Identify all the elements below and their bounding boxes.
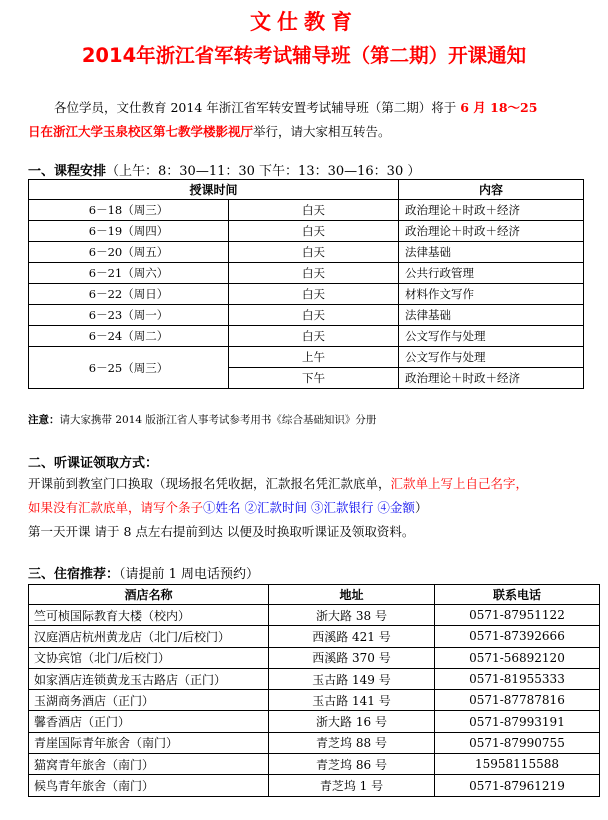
schedule-row [29,221,584,242]
schedule-period: 白天 [229,200,399,221]
schedule-row [29,200,584,221]
hotel-phone: 0571-81955333 [435,668,600,689]
hotel-col-address: 地址 [269,585,435,605]
hotel-address: 浙大路 38 号 [269,605,435,626]
hotel-name: 候鸟青年旅舍（南门） [29,775,269,796]
org-title: 文仕教育 [250,10,358,34]
hotel-name: 竺可桢国际教育大楼（校内） [29,605,269,626]
lodging-sub: （请提前 1 周电话预约） [119,567,260,582]
schedule-period: 上午 [229,347,399,368]
hotel-name: 文协宾馆（北门/后校门） [29,647,269,668]
schedule-content: 材料作文写作 [399,284,584,305]
schedule-times: （上午：8：30—11：30 下午：13：30—16：30 ） [106,164,421,179]
hotel-name: 玉湖商务酒店（正门） [29,690,269,711]
schedule-content: 法律基础 [399,305,584,326]
hotel-address: 玉古路 141 号 [269,690,435,711]
schedule-content: 公文写作与处理 [399,347,584,368]
schedule-row [29,326,584,347]
schedule-date: 6－19（周四） [29,221,229,242]
schedule-row [29,347,584,368]
hotel-phone: 15958115588 [435,754,600,775]
intro-paragraph [28,96,588,144]
schedule-period: 白天 [229,263,399,284]
hotel-address: 浙大路 16 号 [269,711,435,732]
hotel-phone: 0571-87961219 [435,775,600,796]
intro-date-tail: 日 [28,124,41,139]
hotel-row [29,711,600,732]
note-label: 注意： [28,414,60,426]
schedule-note [28,412,376,427]
pass-heading-line [28,452,158,471]
hotel-row [29,626,600,647]
intro-date-range: 6 月 18～25 [460,100,538,115]
hotel-row [29,775,600,796]
hotel-row [29,605,600,626]
schedule-row [29,284,584,305]
schedule-col-content: 内容 [399,180,584,200]
pass-text-1b: 汇款单上写上自己名字， [390,476,529,491]
schedule-content: 公文写作与处理 [399,326,584,347]
schedule-date: 6－25（周三） [29,347,229,389]
intro-location: 在浙江大学玉泉校区第七教学楼影视厅 [40,124,254,139]
hotel-phone: 0571-87787816 [435,690,600,711]
schedule-content: 政治理论＋时政＋经济 [399,200,584,221]
schedule-row [29,242,584,263]
schedule-heading: 一、课程安排 [28,164,107,179]
schedule-period: 白天 [229,221,399,242]
schedule-date: 6－23（周一） [29,305,229,326]
pass-text-2c: ） [414,500,428,515]
schedule-date: 6－21（周六） [29,263,229,284]
schedule-row [29,305,584,326]
hotel-col-name: 酒店名称 [29,585,269,605]
schedule-heading-line [28,160,420,179]
pass-text-2a: 如果没有汇款底单，请写个条子 [28,500,204,515]
hotel-row [29,690,600,711]
hotel-address: 玉古路 149 号 [269,668,435,689]
pass-line-2 [28,498,427,516]
schedule-period: 白天 [229,326,399,347]
note-text: 请大家携带 2014 版浙江省人事考试参考用书《综合基础知识》分册 [59,414,377,426]
hotel-col-phone: 联系电话 [435,585,600,605]
hotel-name: 青崖国际青年旅舍（南门） [29,732,269,753]
schedule-date: 6－18（周三） [29,200,229,221]
hotel-name: 如家酒店连锁黄龙玉古路店（正门） [29,668,269,689]
pass-line-1 [28,474,528,492]
pass-heading: 二、听课证领取方式： [28,456,159,471]
hotel-name: 猫窝青年旅舍（南门） [29,754,269,775]
schedule-period: 白天 [229,242,399,263]
hotel-header-row [29,585,600,605]
schedule-content: 政治理论＋时政＋经济 [399,368,584,389]
hotel-phone: 0571-87392666 [435,626,600,647]
schedule-date: 6－24（周二） [29,326,229,347]
schedule-content: 公共行政管理 [399,263,584,284]
schedule-period: 下午 [229,368,399,389]
schedule-period: 白天 [229,305,399,326]
hotel-address: 青芝坞 88 号 [269,732,435,753]
hotel-phone: 0571-87993191 [435,711,600,732]
hotel-table [28,584,600,797]
schedule-row [29,263,584,284]
notice-title: 2014年浙江省军转考试辅导班（第二期）开课通知 [81,44,527,67]
pass-text-1a: 开课前到教室门口换取（现场报名凭收据，汇款报名凭汇款底单， [28,476,391,491]
intro-text-1: 各位学员，文仕教育 2014 年浙江省军转安置考试辅导班（第二期）将于 [54,100,461,115]
hotel-row [29,754,600,775]
hotel-phone: 0571-56892120 [435,647,600,668]
pass-line-3: 第一天开课 请于 8 点左右提前到达 以便及时换取听课证及领取资料。 [28,524,415,539]
schedule-content: 政治理论＋时政＋经济 [399,221,584,242]
schedule-date: 6－20（周五） [29,242,229,263]
schedule-content: 法律基础 [399,242,584,263]
pass-text-2b: ①姓名 ②汇款时间 ③汇款银行 ④金额 [203,500,415,515]
hotel-address: 西溪路 421 号 [269,626,435,647]
lodging-heading: 三、住宿推荐： [28,567,120,582]
hotel-phone: 0571-87951122 [435,605,600,626]
schedule-date: 6－22（周日） [29,284,229,305]
schedule-col-time: 授课时间 [29,180,399,200]
lodging-heading-line [28,563,259,582]
hotel-phone: 0571-87990755 [435,732,600,753]
hotel-address: 青芝坞 86 号 [269,754,435,775]
schedule-header-row [29,180,584,200]
hotel-address: 西溪路 370 号 [269,647,435,668]
hotel-row [29,732,600,753]
intro-text-2: 举行，请大家相互转告。 [253,124,391,139]
hotel-name: 馨香酒店（正门） [29,711,269,732]
schedule-period: 白天 [229,284,399,305]
hotel-row [29,647,600,668]
hotel-row [29,668,600,689]
hotel-address: 青芝坞 1 号 [269,775,435,796]
hotel-name: 汉庭酒店杭州黄龙店（北门/后校门） [29,626,269,647]
schedule-table [28,179,584,389]
